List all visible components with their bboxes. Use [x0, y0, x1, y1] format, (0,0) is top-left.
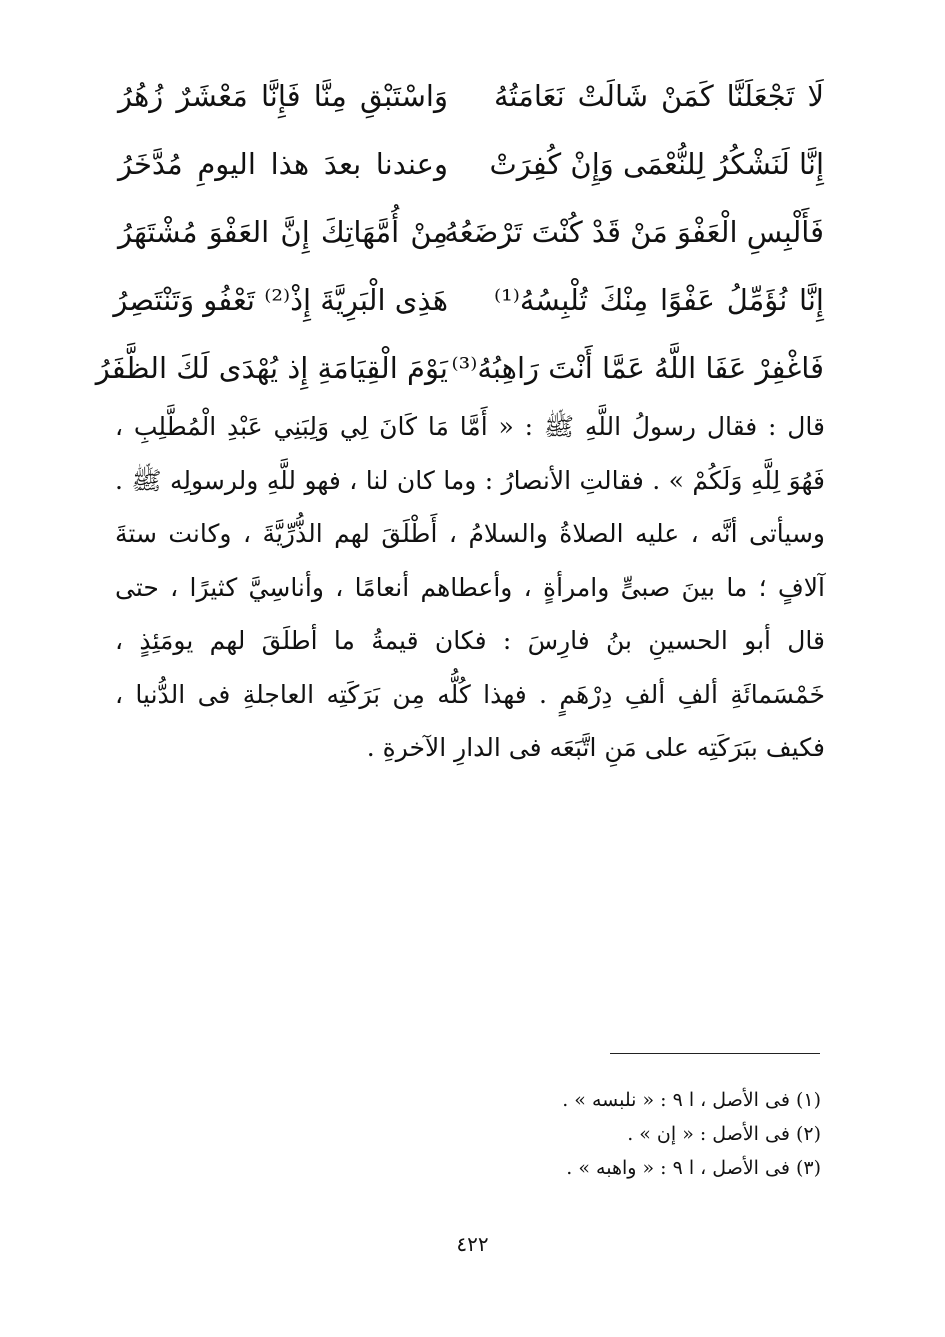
footnote-3: (٣) فى الأصل ، ا ٩ : « واهبه » . — [566, 1157, 821, 1179]
verse-second-hemistich: وَاسْتَبْقِ مِنَّا فَإِنَّا مَعْشَرٌ زُهُرُ — [118, 79, 448, 113]
poem — [95, 62, 824, 402]
poem-verse — [118, 198, 824, 266]
footnotes — [421, 1083, 821, 1185]
footnote-separator — [610, 1053, 820, 1054]
poem-verse — [113, 266, 824, 334]
page-number: ٤٢٢ — [456, 1232, 489, 1256]
verse-first-hemistich: إِنَّا نُؤَمِّلُ عَفْوًا مِنْكَ تُلْبِسُهُ⁽¹⁾ — [494, 283, 824, 317]
footnote-2: (٢) فى الأصل : « إن » . — [627, 1123, 821, 1145]
verse-second-hemistich: وعندنا بعدَ هذا اليومِ مُدَّخَرُ — [118, 147, 448, 181]
verse-first-hemistich: لَا تَجْعَلَنَّا كَمَنْ شَالَتْ نَعَامَتُهُ — [494, 79, 824, 113]
poem-verse — [118, 130, 824, 198]
verse-first-hemistich: فَأَلْبِسِ الْعَفْوَ مَنْ قَدْ كُنْتَ تَرْضَعُهُ — [444, 215, 824, 249]
poem-verse — [118, 62, 824, 130]
prose-text: قال : فقال رسولُ اللَّهِ ﷺ : « أَمَّا مَا كَانَ لِي وَلِبَنِي عَبْدِ الْمُطَّلِبِ ، فَهُوَ لِلَّهِ وَلَكُمْ » . فقالتِ الأنصارُ : وما كان لنا ، فهو للَّهِ ولرسولِه ﷺ . وسيأتى أنَّه ، عليه الصلاةُ والسلامُ ، أَطْلَقَ لهم الذُّرِّيَّةَ ، وكانت ستةَ آلافٍ ؛ ما بينَ صبىٍّ وامرأةٍ ، وأعطاهم أنعامًا ، وأناسِيَّ كثيرًا ، حتى قال أبو الحسينِ بنُ فارِسَ : فكان قيمةُ ما أطلَقَ لهم يومَئِذٍ ، خَمْسَمائَةِ ألفِ ألفِ دِرْهَمٍ . فهذا كُلُّه مِن بَرَكَتِه العاجلةِ فى الدُّنيا ، فكيف ببَرَكَتِه على مَنِ اتَّبَعَه فى الدارِ الآخرةِ . — [115, 412, 825, 762]
verse-second-hemistich: مِنْ أُمَّهَاتِكَ إِنَّ العَفْوَ مُشْتَهَرُ — [118, 215, 448, 249]
footnote-1: (١) فى الأصل ، ا ٩ : « نلبسه » . — [562, 1089, 821, 1111]
verse-first-hemistich: فَاغْفِرْ عَفَا اللَّهُ عَمَّا أَنْتَ رَاهِبُهُ⁽³⁾ — [451, 351, 824, 385]
verse-first-hemistich: إِنَّا لَنَشْكُرُ لِلنُّعْمَى وَإِنْ كُفِرَتْ — [489, 147, 824, 181]
prose-paragraph — [115, 400, 825, 775]
verse-second-hemistich: يَوْمَ الْقِيَامَةِ إِذ يُهْدَى لَكَ الظَّفَرُ — [95, 351, 448, 385]
poem-verse — [95, 334, 824, 402]
verse-second-hemistich: هَذِى الْبَرِيَّةَ إِذْ⁽²⁾ تَعْفُو وَتَنْتَصِرُ — [113, 283, 448, 317]
